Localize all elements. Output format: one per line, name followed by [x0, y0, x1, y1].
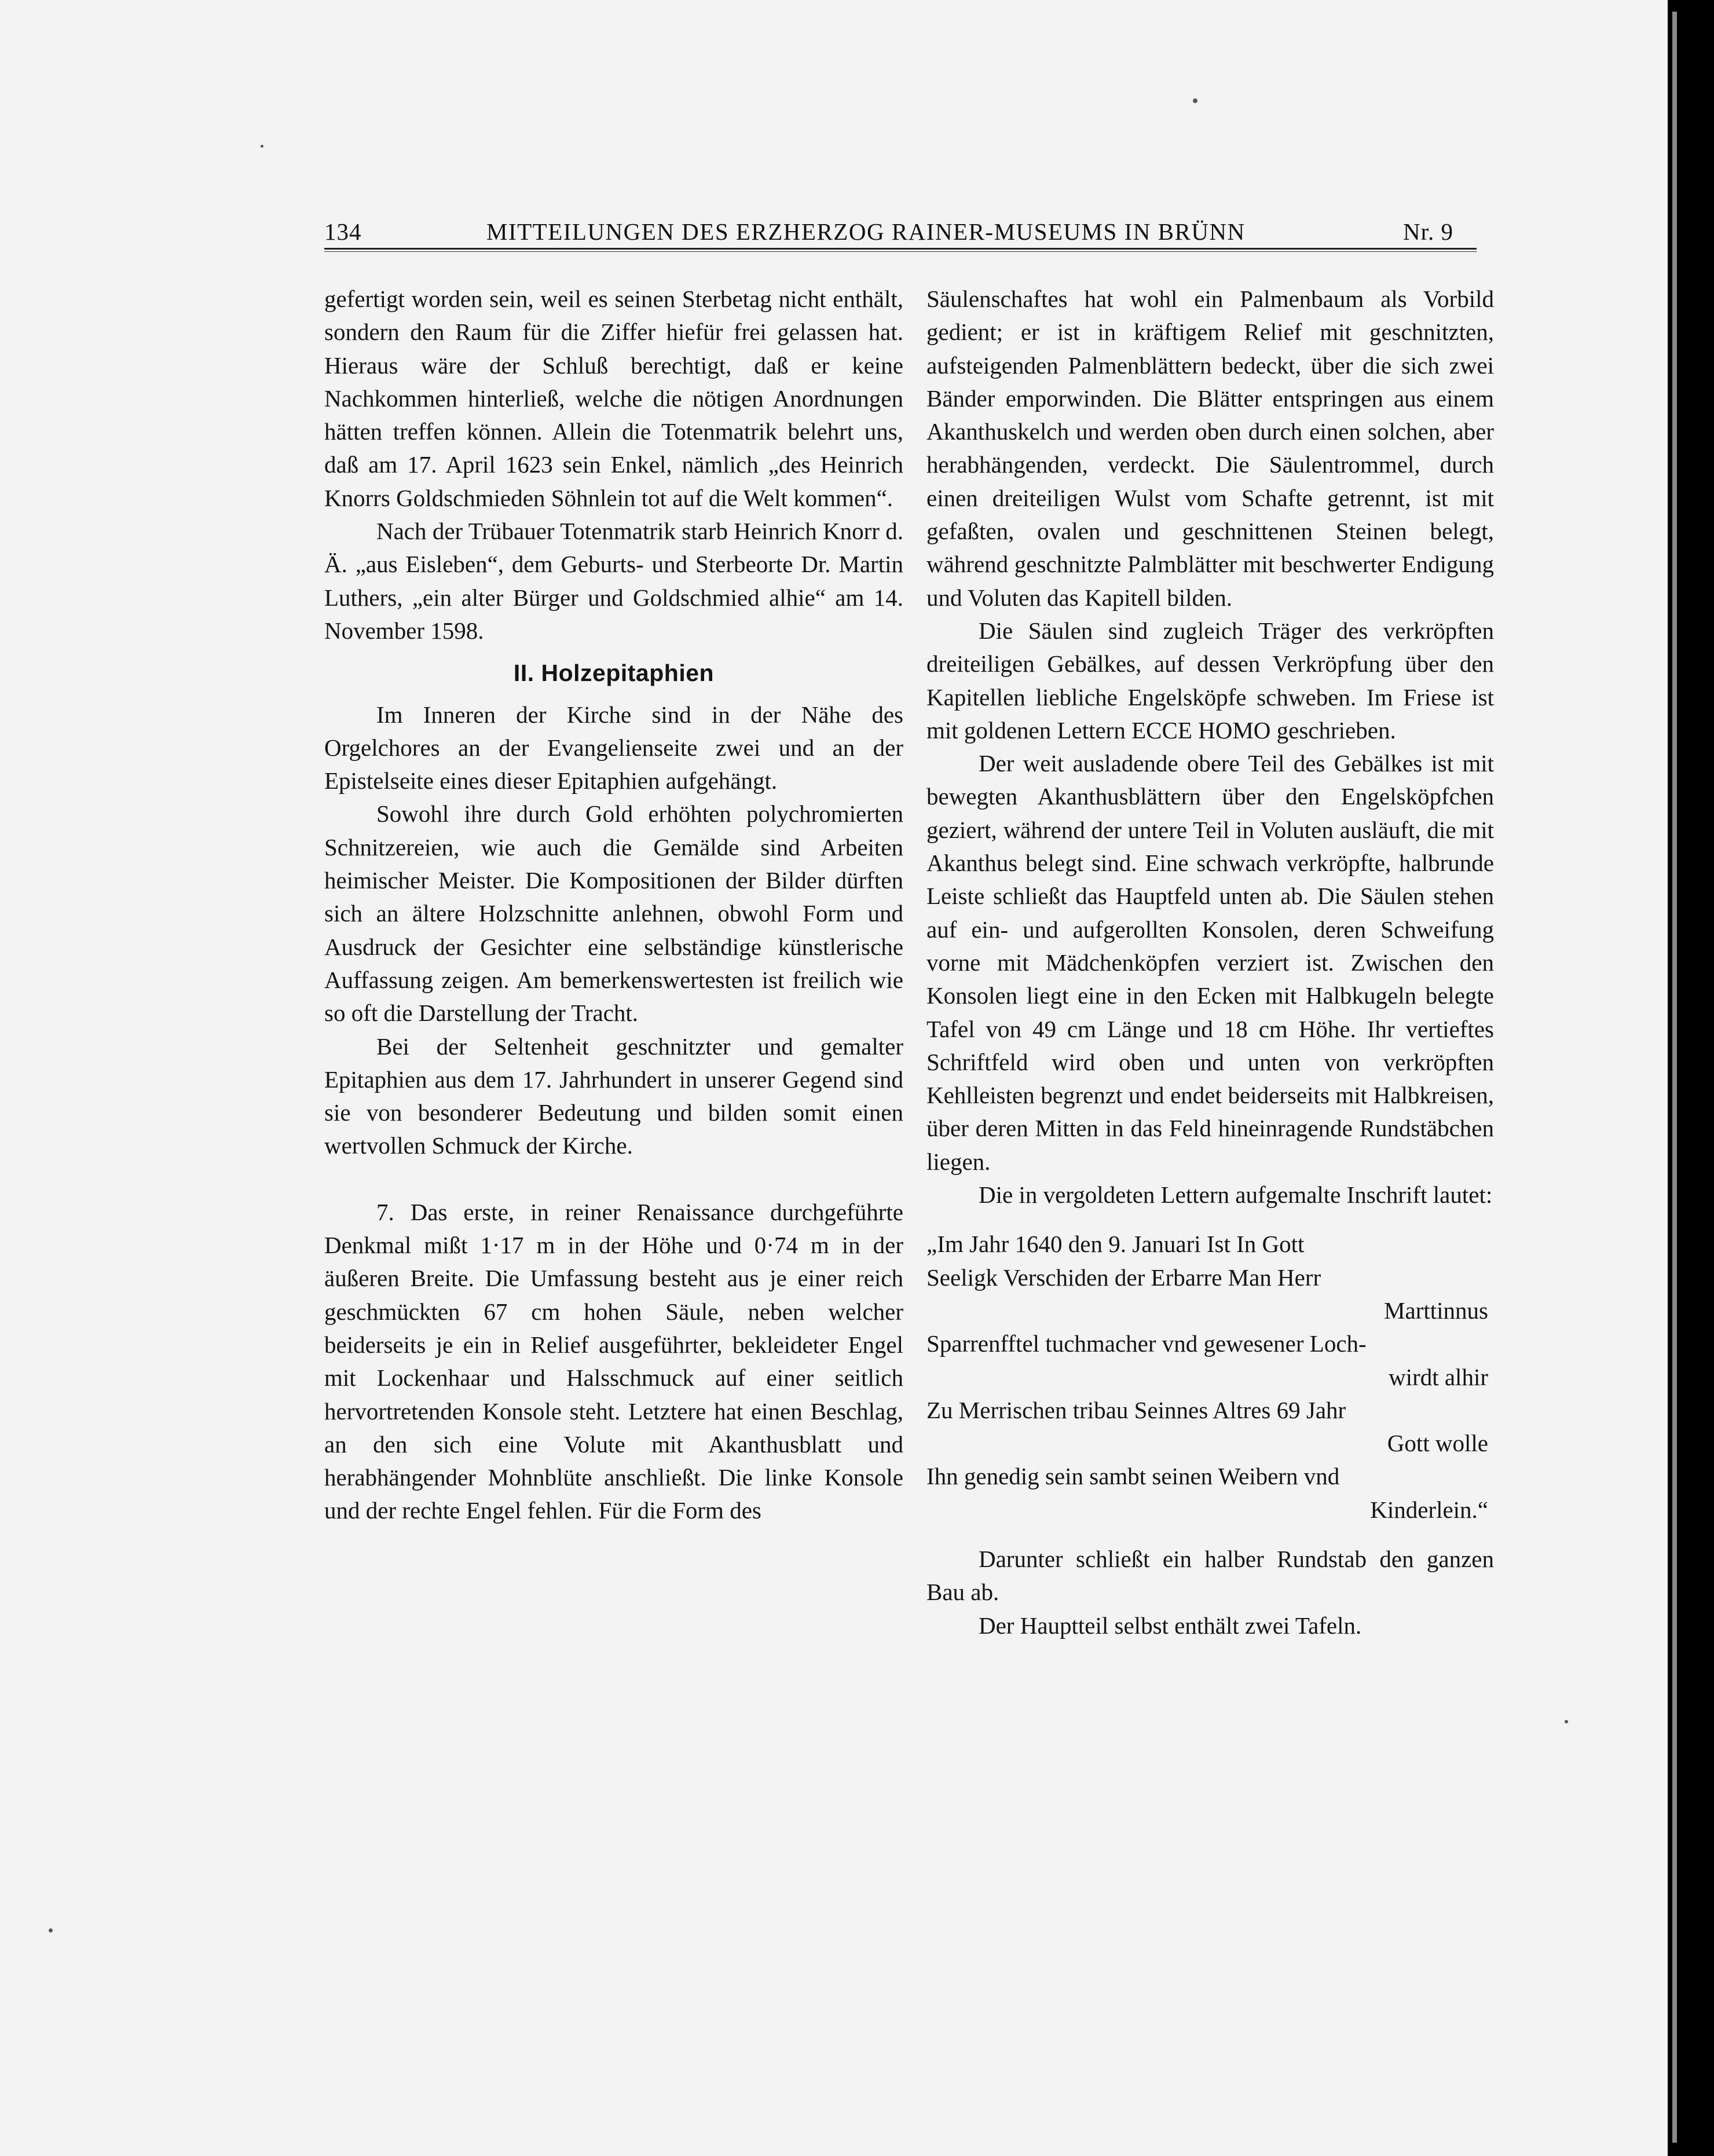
inscription-line: Gott wolle — [1387, 1430, 1488, 1457]
journal-title: MITTEILUNGEN DES ERZHERZOG RAINER-MUSEUMS IN BRÜNN — [486, 218, 1246, 245]
right-column — [926, 283, 1494, 1642]
paragraph: Die Säulen sind zugleich Träger des verkröpften dreiteiligen Gebälkes, auf dessen Verkröpfung über den Kapitellen liebliche Engelsköpfe schweben. Im Friese ist mit goldenen Lettern ECCE HOMO geschrieben. — [926, 617, 1494, 744]
spacer — [926, 1527, 1494, 1543]
paragraph: Sowohl ihre durch Gold erhöhten polychromierten Schnitzereien, wie auch die Gemälde sind Arbeiten heimischer Meister. Die Kompositionen der Bilder dürften sich an ältere Holzschnitte anlehnen, obwohl Form und Ausdruck der Gesichter eine selbständige künstlerische Auffassung zeigen. Am bemerkenswertesten ist freilich wie so oft die Darstellung der Tracht. — [324, 800, 903, 1027]
paragraph: 7. Das erste, in reiner Renaissance durchgeführte Denkmal mißt 1·17 m in der Höhe und 0·74 m in der äußeren Breite. Die Umfassung besteht aus je einer reich geschmückten 67 cm hohen Säule, neben welcher beiderseits je ein in Relief ausgeführter, bekleideter Engel mit Lockenhaar und Halsschmuck auf einer seitlich hervortretenden Konsole steht. Letztere hat einen Beschlag, an den sich eine Volute mit Akanthusblatt und herabhängender Mohnblüte anschließt. Die linke Konsole und der rechte Engel fehlen. Für die Form des — [324, 1198, 903, 1524]
paragraph: Der Hauptteil selbst enthält zwei Tafeln. — [979, 1612, 1362, 1639]
inscription-line: Zu Merrischen tribau Seinnes Altres 69 Jahr — [926, 1396, 1346, 1423]
paragraph: gefertigt worden sein, weil es seinen Sterbetag nicht enthält, sondern den Raum für die Ziffer hiefür frei gelassen hat. Hieraus wäre der Schluß berechtigt, daß er keine Nachkommen hinterließ, welche die nötigen Anordnungen hätten treffen können. Allein die Totenmatrik belehrt uns, daß am 17. April 1623 sein Enkel, nämlich „des Heinrich Knorrs Goldschmieden Söhnlein tot auf die Welt kommen“. — [324, 285, 903, 511]
paragraph: Säulenschaftes hat wohl ein Palmenbaum als Vorbild gedient; er ist in kräftigem Relief mit geschnitzten, aufsteigenden Palmenblättern bedeckt, über die sich zwei Bänder emporwinden. Die Blätter entspringen aus einem Akanthuskelch und werden oben durch einen solchen, aber herabhängenden, verdeckt. Die Säulentrommel, durch einen dreiteiligen Wulst vom Schafte getrennt, ist mit gefaßten, ovalen und geschnittenen Steinen belegt, während geschnitzte Palmblätter mit beschwerter Endigung und Voluten das Kapitell bilden. — [926, 285, 1494, 611]
inscription-line: Sparrenfftel tuchmacher vnd gewesener Loch- — [926, 1330, 1367, 1357]
spacer — [926, 1211, 1494, 1228]
scan-speck — [49, 1928, 53, 1932]
section-heading: II. Holzepitaphien — [513, 660, 715, 687]
paragraph: Der weit ausladende obere Teil des Gebälkes ist mit bewegten Akanthusblättern über den Engelsköpfchen geziert, während der untere Teil in Voluten ausläuft, die mit Akanthus belegt sind. Eine schwach verkröpfte, halbrunde Leiste schließt das Hauptfeld unten ab. Die Säulen stehen auf ein- und aufgerollten Konsolen, deren Schweifung vorne mit Mädchenköpfen verziert ist. Zwischen den Konsolen liegt eine in den Ecken mit Halbkugeln belegte Tafel von 49 cm Länge und 18 cm Höhe. Ihr vertieftes Schriftfeld wird oben und unten von verkröpften Kehlleisten begrenzt und endet beiderseits mit Halbkreisen, über deren Mitten in das Feld hineinragende Rundstäbchen liegen. — [926, 750, 1494, 1175]
scan-border — [1668, 0, 1714, 2156]
left-column — [324, 283, 903, 1528]
scan-edge — [1672, 12, 1677, 2143]
page-number: 134 — [324, 218, 362, 245]
inscription — [926, 1228, 1494, 1527]
header-rule — [324, 248, 1477, 252]
inscription-line: Marttinnus — [1384, 1297, 1488, 1324]
issue-number: Nr. 9 — [1403, 218, 1453, 245]
paragraph: Die in vergoldeten Lettern aufgemalte Inschrift lautet: — [979, 1181, 1493, 1209]
inscription-line: wirdt alhir — [1389, 1363, 1488, 1390]
paragraph: Nach der Trübauer Totenmatrik starb Heinrich Knorr d. Ä. „aus Eisleben“, dem Geburts- und Sterbeorte Dr. Martin Luthers, „ein alter Bürger und Goldschmied alhie“ am 14. November 1598. — [324, 518, 903, 644]
inscription-line: Ihn genedig sein sambt seinen Weibern vnd — [926, 1463, 1340, 1490]
paragraph: Im Inneren der Kirche sind in der Nähe des Orgelchores an der Evangelienseite zwei und an der Epistelseite eines dieser Epitaphien aufgehängt. — [324, 701, 903, 795]
scan-speck — [261, 145, 263, 148]
inscription-line: „Im Jahr 1640 den 9. Januari Ist In Gott — [926, 1231, 1305, 1258]
inscription-line: Kinderlein.“ — [1370, 1496, 1488, 1523]
scan-speck — [1193, 98, 1197, 103]
paragraph: Darunter schließt ein halber Rundstab den ganzen Bau ab. — [926, 1545, 1494, 1606]
inscription-line: Seeligk Verschiden der Erbarre Man Herr — [926, 1264, 1321, 1291]
spacer — [324, 1163, 903, 1196]
paragraph: Bei der Seltenheit geschnitzter und gemalter Epitaphien aus dem 17. Jahrhundert in unserer Gegend sind sie von besonderer Bedeutung und bilden somit einen wertvollen Schmuck der Kirche. — [324, 1033, 903, 1159]
running-header — [324, 218, 1477, 252]
scan-speck — [1565, 1720, 1568, 1723]
